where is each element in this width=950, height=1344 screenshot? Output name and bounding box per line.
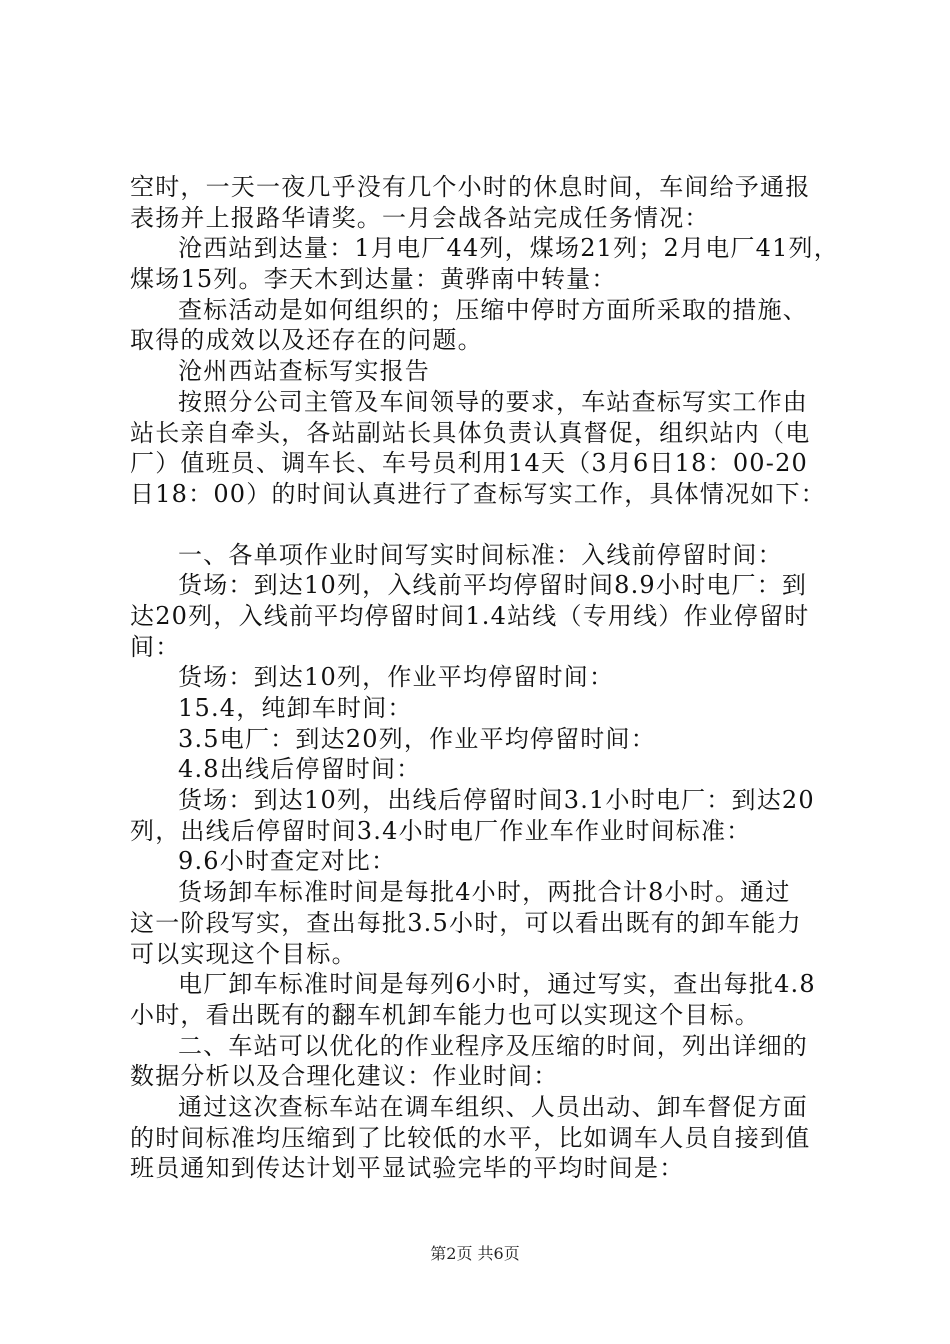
text-line: 班员通知到传达计划平显试验完毕的平均时间是：: [130, 1154, 685, 1183]
text-line: 厂）值班员、调车长、车号员利用14天（3月6日18：00-20: [130, 449, 809, 478]
text-line: 的时间标准均压缩到了比较低的水平，比如调车人员自接到值: [130, 1123, 811, 1152]
text-line: 按照分公司主管及车间领导的要求，车站查标写实工作由: [178, 387, 808, 416]
text-line: 4.8出线后停留时间：: [178, 755, 422, 784]
text-line: 达20列，入线前平均停留时间1.4站线（专用线）作业停留时: [130, 601, 810, 630]
text-line: 货场卸车标准时间是每批4小时，两批合计8小时。通过: [178, 878, 791, 907]
document-body: [130, 172, 839, 1184]
text-line: 数据分析以及合理化建议：作业时间：: [130, 1062, 559, 1091]
text-line: 查标活动是如何组织的；压缩中停时方面所采取的措施、: [178, 295, 808, 324]
text-line: 货场：到达10列，出线后停留时间3.1小时电厂：到达20: [178, 786, 815, 815]
text-line: 3.5电厂：到达20列，作业平均停留时间：: [178, 724, 656, 753]
text-line: 空时，一天一夜几乎没有几个小时的休息时间，车间给予通报: [130, 173, 811, 201]
text-line: 表扬并上报路华请奖。一月会战各站完成任务情况：: [130, 203, 710, 232]
page-number-footer: 第2页 共6页: [430, 1244, 520, 1263]
text-line: 日18：00）的时间认真进行了查标写实工作，具体情况如下：: [130, 479, 826, 508]
text-line: 电厂卸车标准时间是每列6小时，通过写实，查出每批4.8: [178, 970, 816, 999]
text-line: 这一阶段写实，查出每批3.5小时，可以看出既有的卸车能力: [130, 908, 802, 937]
text-line: 通过这次查标车站在调车组织、人员出动、卸车督促方面: [178, 1092, 808, 1121]
text-line: 一、各单项作业时间写实时间标准：入线前停留时间：: [178, 540, 783, 569]
text-line: 列，出线后停留时间3.4小时电厂作业车作业时间标准：: [130, 816, 752, 845]
section-heading: 沧州西站查标写实报告: [178, 357, 430, 386]
text-line: 二、车站可以优化的作业程序及压缩的时间，列出详细的: [178, 1031, 808, 1060]
text-line: 取得的成效以及还存在的问题。: [130, 326, 483, 355]
text-line: 15.4，纯卸车时间：: [178, 694, 413, 722]
text-line: 沧西站到达量：1月电厂44列，煤场21列；2月电厂41列，: [178, 234, 839, 263]
text-line: 间：: [130, 632, 181, 661]
paragraph-gap: [130, 510, 830, 540]
text-line: 煤场15列。李天木到达量：黄骅南中转量：: [130, 265, 617, 294]
text-line: 小时，看出既有的翻车机卸车能力也可以实现这个目标。: [130, 1000, 760, 1029]
text-line: 货场：到达10列，作业平均停留时间：: [178, 663, 615, 692]
text-line: 9.6小时查定对比：: [178, 847, 397, 876]
text-line: 站长亲自牵头，各站副站长具体负责认真督促，组织站内（电: [130, 418, 811, 447]
text-line: 货场：到达10列，入线前平均停留时间8.9小时电厂：到: [178, 571, 808, 600]
text-line: 可以实现这个目标。: [130, 939, 357, 968]
